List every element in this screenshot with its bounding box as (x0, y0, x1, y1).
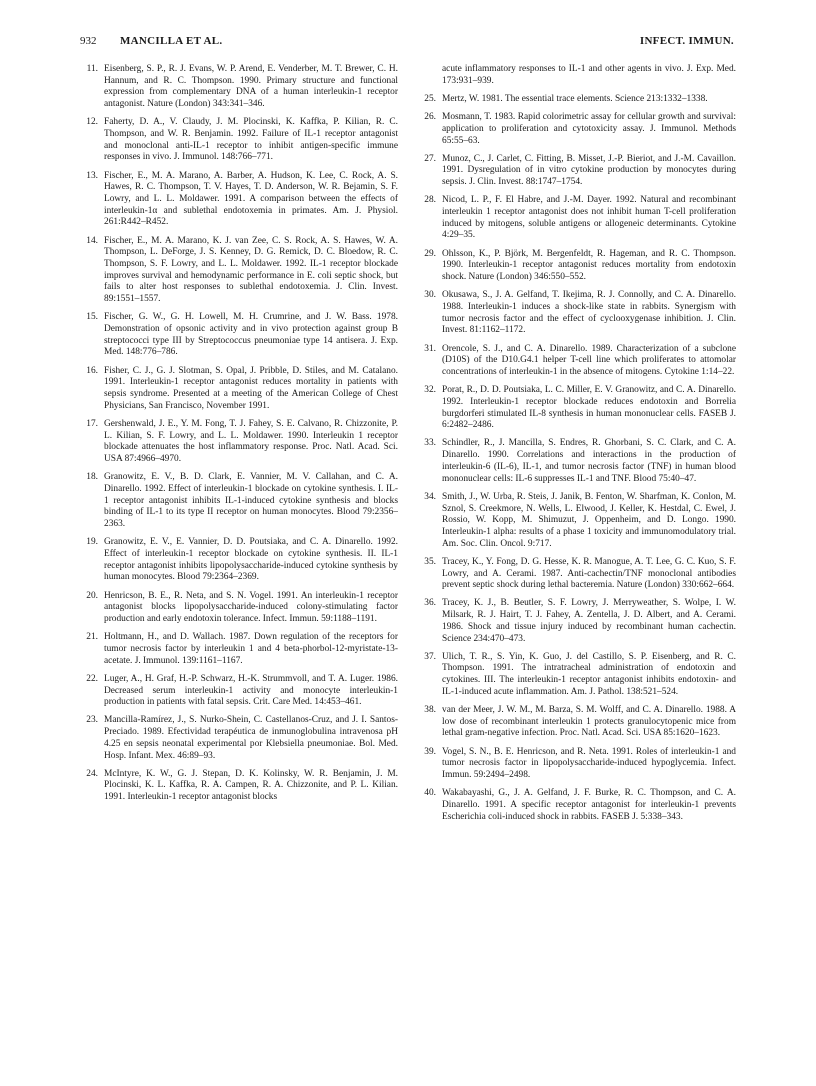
reference-entry (418, 154, 736, 189)
reference-number: 38. (424, 705, 436, 716)
reference-text: Orencole, S. J., and C. A. Dinarello. 1989. Characterization of a subclone (D10S) of the D10.G4.1 helper T-cell line which proliferates to attomolar concentrations of interleukin-1 in the absence of mitogens. Cytokine 1:14–22. (442, 343, 736, 377)
reference-entry (418, 94, 736, 106)
reference-number: 27. (424, 153, 436, 164)
reference-text: Granowitz, E. V., B. D. Clark, E. Vannier, M. V. Callahan, and C. A. Dinarello. 1992. Effect of interleukin-1 blockade on cytokine synthesis. I. IL-1 receptor antagonist inhibits IL-1-induced cytokine synthesis and blocks binding of IL-1 to its type II receptor on human monocytes. Blood 79:2356–2363. (104, 472, 398, 530)
reference-entry (80, 64, 398, 111)
reference-number: 15. (86, 312, 98, 323)
reference-number: 26. (424, 112, 436, 123)
reference-text: Okusawa, S., J. A. Gelfand, T. Ikejima, R. J. Connolly, and C. A. Dinarello. 1988. Interleukin-1 induces a shock-like state in rabbits. Synergism with tumor necrosis factor and the effect of cyclooxygenase inhibition. J. Clin. Invest. 81:1162–1172. (442, 290, 736, 336)
reference-entry (80, 472, 398, 531)
reference-number: 11. (86, 64, 98, 74)
reference-entry (418, 557, 736, 592)
reference-text: Mertz, W. 1981. The essential trace elements. Science 213:1332–1338. (442, 93, 708, 104)
reference-text: Smith, J., W. Urba, R. Steis, J. Janik, B. Fenton, W. Sharfman, K. Conlon, M. Sznol, S. Creekmore, N. Wells, L. Elwood, J. Keller, K. Hestdal, C. Ewel, J. Rossio, W. Kopp, M. Shimuzut, J. Oppenheim, and D. Longo. 1990. Interleukin-1 alpha: results of a phase 1 toxicity and immunomodulatory trial. Am. Soc. Clin. Oncol. 9:717. (442, 491, 736, 549)
reference-text: Tracey, K., Y. Fong, D. G. Hesse, K. R. Manogue, A. T. Lee, G. C. Kuo, S. F. Lowry, and A. Cerami. 1987. Anti-cachectin/TNF monoclonal antibodies prevent septic shock during lethal bacteremia. Nature (London) 330:662–664. (442, 556, 736, 591)
reference-entry (80, 591, 398, 626)
page-number: 932 (80, 35, 97, 47)
reference-entry (418, 705, 736, 740)
journal-name: INFECT. IMMUN. (639, 35, 734, 47)
reference-text: Eisenberg, S. P., R. J. Evans, W. P. Arend, E. Venderber, M. T. Brewer, C. H. Hannum, and R. C. Thompson. 1990. Primary structure and functional expression from complementary DNA of a human interleukin-1 receptor antagonist. Nature (London) 343:341–346. (104, 64, 398, 110)
reference-text: Fischer, E., M. A. Marano, A. Barber, A. Hudson, K. Lee, C. Rock, A. S. Hawes, R. C. Thompson, T. V. Hayes, T. D. Anderson, W. R. Bejamin, S. F. Lowry, and L. L. Moldawer. 1991. A comparison between the effects of interleukin-1α and sublethal endotoxemia in primates. Am. J. Physiol. 261:R442–R452. (104, 170, 398, 228)
reference-text: Luger, A., H. Graf, H.-P. Schwarz, H.-K. Strummvoll, and T. A. Luger. 1986. Decreased serum interleukin-1 activity and monocyte interleukin-1 production in patients with fatal sepsis. Crit. Care Med. 14:453–461. (104, 673, 398, 708)
reference-text: Gershenwald, J. E., Y. M. Fong, T. J. Fahey, S. E. Calvano, R. Chizzonite, P. L. Kilian, S. F. Lowry, and L. L. Moldawer. 1990. Interleukin 1 receptor blockade attenuates the host inflammatory response. Proc. Natl. Acad. Sci. USA 87:4966–4970. (104, 418, 398, 465)
reference-number: 36. (424, 598, 436, 609)
references-column-right (418, 64, 736, 830)
reference-entry (418, 438, 736, 485)
reference-number: 29. (424, 248, 436, 259)
reference-text: Henricson, B. E., R. Neta, and S. N. Vogel. 1991. An interleukin-1 receptor antagonist blocks lipopolysaccharide-induced colony-stimulating factor production and early endotoxin tolerance. Infect. Immun. 59:1188–1191. (104, 590, 398, 625)
reference-entry (80, 769, 398, 804)
reference-number: 39. (424, 746, 436, 757)
reference-text: Ohlsson, K., P. Björk, M. Bergenfeldt, R. Hageman, and R. C. Thompson. 1990. Interleukin-1 receptor antagonist reduces mortality from endotoxin shock. Nature (London) 346:550–552. (442, 248, 736, 283)
reference-entry (418, 747, 736, 782)
reference-number: 16. (86, 365, 98, 376)
reference-text: Nicod, L. P., F. El Habre, and J.-M. Dayer. 1992. Natural and recombinant interleukin 1 receptor antagonist does not inhibit human T-cell proliferation induced by mitogens, soluble antigens or allogeneic determinants. Cytokine 4:29–35. (442, 195, 736, 241)
reference-entry (418, 788, 736, 823)
reference-entry (418, 195, 736, 242)
reference-text: Vogel, S. N., B. E. Henricson, and R. Neta. 1991. Roles of interleukin-1 and tumor necrosis factor in lipopolysaccharide-induced hypoglycemia. Infect. Immun. 59:2494–2498. (442, 746, 736, 781)
reference-number: 13. (86, 170, 98, 181)
reference-number: 21. (86, 632, 98, 643)
reference-text: Granowitz, E. V., E. Vannier, D. D. Poutsiaka, and C. A. Dinarello. 1992. Effect of interleukin-1 receptor blockade on cytokine synthesis. II. IL-1 receptor antagonist inhibits lipopolysaccharide-induced cytokine synthesis by human monocytes. Blood 79:2364–2369. (104, 537, 398, 583)
reference-entry (80, 117, 398, 164)
reference-text: Mancilla-Ramírez, J., S. Nurko-Shein, C. Castellanos-Cruz, and J. I. Santos-Preciado. 1989. Efectividad terapéutica de inmunoglobulina intravenosa pH 4.25 en sepsis neonatal experimental por Klebsiella pneumoniae. Bol. Med. Hosp. Infant. Mex. 46:89–93. (104, 715, 398, 761)
reference-text: acute inflammatory responses to IL-1 and other agents in vivo. J. Exp. Med. 173:931–939. (442, 64, 736, 86)
reference-entry (80, 674, 398, 709)
references-column-left (80, 64, 398, 810)
reference-number: 37. (424, 651, 436, 662)
reference-entry (80, 366, 398, 413)
reference-text: Fischer, G. W., G. H. Lowell, M. H. Crumrine, and J. W. Bass. 1978. Demonstration of opsonic activity and in vivo protection against group B streptococci type III by Streptococcus pneumoniae type 14 antisera. J. Exp. Med. 148:776–786. (104, 312, 398, 358)
reference-text: Schindler, R., J. Mancilla, S. Endres, R. Ghorbani, S. C. Clark, and C. A. Dinarello. 1990. Correlations and interactions in the production of interleukin-6 (IL-6), IL-1, and tumor necrosis factor (TNF) in human blood mononuclear cells: IL-6 suppresses IL-1 and TNF. Blood 75:40–47. (442, 438, 736, 484)
reference-number: 34. (424, 491, 436, 502)
reference-number: 17. (86, 418, 98, 429)
reference-entry (80, 715, 398, 762)
reference-text: Faherty, D. A., V. Claudy, J. M. Plocinski, K. Kaffka, P. Kilian, R. C. Thompson, and W. R. Benjamin. 1992. Failure of IL-1 receptor antagonist and monoclonal anti-IL-1 receptor to inhibit antigen-specific immune responses in vivo. J. Immunol. 148:766–771. (104, 117, 398, 163)
reference-number: 30. (424, 290, 436, 301)
reference-text: Ulich, T. R., S. Yin, K. Guo, J. del Castillo, S. P. Eisenberg, and R. C. Thompson. 1991. The intratracheal administration of endotoxin and cytokines. III. The interleukin-1 receptor antagonist inhibits endotoxin- and IL-1-induced acute inflammation. Am. J. Pathol. 138:521–524. (442, 651, 736, 697)
reference-number: 40. (424, 788, 436, 799)
reference-text: Wakabayashi, G., J. A. Gelfand, J. F. Burke, R. C. Thompson, and C. A. Dinarello. 1991. A specific receptor antagonist for interleukin-1 prevents Escherichia coli-induced shock in rabbits. FASEB J. 5:338–343. (442, 788, 736, 822)
reference-number: 18. (86, 472, 98, 483)
reference-text: Munoz, C., J. Carlet, C. Fitting, B. Misset, J.-P. Bieriot, and J.-M. Cavaillon. 1991. Dysregulation of in vitro cytokine production by monocytes during sepsis. J. Clin. Invest. 88:1747–1754. (442, 153, 736, 188)
reference-entry (418, 652, 736, 699)
reference-number: 25. (424, 93, 436, 104)
reference-entry (418, 112, 736, 147)
reference-entry (418, 64, 736, 87)
reference-entry (80, 236, 398, 306)
reference-number: 28. (424, 195, 436, 206)
reference-text: Tracey, K. J., B. Beutler, S. F. Lowry, J. Merryweather, S. Wolpe, I. W. Milsark, R. J. Hairt, T. J. Fahey, A. Zentella, J. D. Albert, and A. Cerami. 1986. Shock and tissue injury induced by recombinant human cachectin. Science 234:470–473. (442, 598, 736, 644)
reference-number: 32. (424, 385, 436, 396)
reference-number: 33. (424, 438, 436, 449)
reference-entry (80, 537, 398, 584)
reference-entry (418, 249, 736, 284)
reference-entry (80, 632, 398, 667)
reference-entry (418, 492, 736, 551)
reference-text: Fischer, E., M. A. Marano, K. J. van Zee, C. S. Rock, A. S. Hawes, W. A. Thompson, L. DeForge, J. S. Kenney, D. G. Remick, D. C. Bloedow, R. C. Thompson, S. F. Lowry, and L. L. Moldawer. 1992. IL-1 receptor blockade improves survival and hemodynamic performance in E. coli septic shock, but fails to alter host responses to sublethal endotoxemia. J. Clin. Invest. 89:1551–1557. (104, 235, 398, 305)
reference-entry (418, 290, 736, 337)
reference-number: 19. (86, 537, 98, 548)
reference-number: 31. (424, 343, 436, 354)
reference-text: Fisher, C. J., G. J. Slotman, S. Opal, J. Pribble, D. Stiles, and M. Catalano. 1991. Interleukin-1 receptor antagonist reduces mortality in patients with sepsis syndrome. Presented at a meeting of the American College of Chest Physicians, San Francisco, November 1991. (104, 365, 398, 411)
reference-number: 14. (86, 235, 98, 246)
reference-entry (418, 385, 736, 432)
reference-entry (80, 312, 398, 359)
reference-text: Mosmann, T. 1983. Rapid colorimetric assay for cellular growth and survival: application to proliferation and cytotoxicity assay. J. Immunol. Methods 65:55–63. (442, 112, 736, 146)
reference-entry (418, 598, 736, 645)
running-head: MANCILLA ET AL. (120, 35, 223, 47)
reference-entry (418, 344, 736, 379)
reference-entry (80, 171, 398, 230)
page-header (80, 35, 734, 49)
reference-text: Porat, R., D. D. Poutsiaka, L. C. Miller, E. V. Granowitz, and C. A. Dinarello. 1992. Interleukin-1 receptor blockade reduces endotoxin and Borrelia burgdorferi stimulated IL-8 synthesis in human mononuclear cells. FASEB J. 6:2482–2486. (442, 385, 736, 431)
reference-number: 35. (424, 556, 436, 567)
reference-text: van der Meer, J. W. M., M. Barza, S. M. Wolff, and C. A. Dinarello. 1988. A low dose of recombinant interleukin 1 protects granulocytopenic mice from lethal gram-negative infection. Proc. Natl. Acad. Sci. USA 85:1620–1623. (442, 705, 736, 739)
reference-text: McIntyre, K. W., G. J. Stepan, D. K. Kolinsky, W. R. Benjamin, J. M. Plocinski, K. L. Kaffka, R. A. Campen, R. A. Chizzonite, and P. L. Kilian. 1991. Interleukin-1 receptor antagonist blocks (104, 768, 398, 803)
reference-number: 20. (86, 590, 98, 601)
reference-number: 23. (86, 715, 98, 726)
reference-number: 12. (86, 117, 98, 128)
reference-number: 22. (86, 673, 98, 684)
reference-text: Holtmann, H., and D. Wallach. 1987. Down regulation of the receptors for tumor necrosis factor by interleukin 1 and 4 beta-phorbol-12-myristate-13-acetate. J. Immunol. 139:1161–1167. (104, 632, 398, 666)
reference-entry (80, 419, 398, 466)
reference-number: 24. (86, 768, 98, 779)
